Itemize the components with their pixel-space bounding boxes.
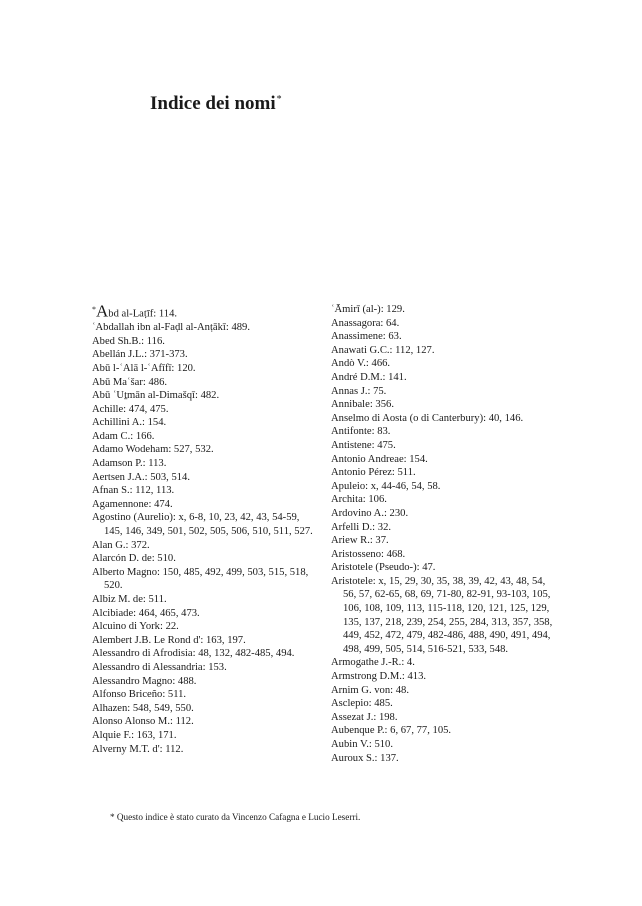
index-entry: Alcibiade: 464, 465, 473.	[92, 607, 200, 619]
index-entry: André D.M.: 141.	[331, 371, 407, 383]
index-entry: Aubin V.: 510.	[331, 739, 394, 750]
index-entry: Abū ʿUṯmān al-Dimašqī: 482.	[92, 390, 220, 402]
footnote: * Questo indice è stato curato da Vincenzo Cafagna e Lucio Leserri.	[110, 812, 361, 822]
index-entry: Alan G.: 372.	[92, 539, 150, 551]
footnote-mark: *	[92, 305, 96, 314]
index-entry: Aertsen J.A.: 503, 514.	[92, 471, 190, 483]
title-footnote-mark: *	[276, 93, 282, 105]
page-title	[150, 93, 282, 115]
index-column-right	[331, 303, 559, 765]
index-entry: Albiz M. de: 511.	[92, 594, 167, 605]
index-entry: Alquie F.: 163, 171.	[92, 729, 177, 741]
index-entry: Adamson P.: 113.	[92, 458, 167, 470]
drop-initial: A	[96, 301, 109, 321]
index-entry: Abū l-ʿAlā l-ʿAfīfī: 120.	[92, 362, 196, 374]
entry-text: bd al-Laṭīf: 114.	[108, 308, 178, 320]
index-entry: Alberto Magno: 150, 485, 492, 499, 503, 515, 518, 520.	[92, 566, 309, 592]
index-entry: Alfonso Briceño: 511.	[92, 689, 187, 701]
index-entry: Agamennone: 474.	[92, 498, 173, 510]
index-entry: Ariew R.: 37.	[331, 535, 389, 547]
index-entry: Assezat J.: 198.	[331, 711, 398, 723]
index-entry: Archita: 106.	[331, 494, 387, 506]
index-entry: Alcuino di York: 22.	[92, 621, 179, 633]
index-entry: Alverny M.T. d': 112.	[92, 743, 184, 755]
index-entry	[92, 303, 320, 321]
index-entry: Agostino (Aurelio): x, 6-8, 10, 23, 42, 43, 54-59, 145, 146, 349, 501, 502, 505, 506, 510, 511, 527.	[92, 512, 313, 538]
index-entry: Alhazen: 548, 549, 550.	[92, 702, 194, 714]
title-text: Indice dei nomi	[150, 93, 276, 114]
index-entry: Annas J.: 75.	[331, 385, 387, 397]
index-entry: Aristotele (Pseudo-): 47.	[331, 562, 436, 574]
index-entry: Abellán J.L.: 371-373.	[92, 349, 188, 361]
index-entry: Antonio Pérez: 511.	[331, 467, 416, 479]
index-entry: Arnim G. von: 48.	[331, 684, 409, 696]
index-entry: Armstrong D.M.: 413.	[331, 671, 427, 683]
index-column-left	[92, 303, 320, 756]
index-entry: Apuleio: x, 44-46, 54, 58.	[331, 480, 441, 492]
index-entry: Annibale: 356.	[331, 399, 394, 411]
index-entry: Ardovino A.: 230.	[331, 507, 409, 519]
index-entry: Abū Maʿšar: 486.	[92, 376, 168, 388]
index-entry: Adamo Wodeham: 527, 532.	[92, 444, 214, 456]
index-entry: Aristotele: x, 15, 29, 30, 35, 38, 39, 42, 43, 48, 54, 56, 57, 62-65, 68, 69, 71-80, 82-91, 93-103, 105, 106, 108, 109, 113, 115-118, 120, 121, 125, 129, 135, 137, 218, 239, 254, 255, 284, 313, 357, 358, 449, 452, 472, 479, 482-486, 488, 490, 491, 494, 498, 499, 505, 514, 516-521, 533, 548.	[331, 575, 553, 655]
index-entry: Achille: 474, 475.	[92, 403, 169, 415]
index-entry: ʿĀmirī (al-): 129.	[331, 304, 405, 315]
index-entry: Alessandro di Afrodisia: 48, 132, 482-485, 494.	[92, 648, 295, 660]
index-entry: Alessandro Magno: 488.	[92, 675, 197, 687]
index-entry: Anassimene: 63.	[331, 331, 402, 343]
index-entry: Afnan S.: 112, 113.	[92, 485, 175, 497]
index-entry: Adam C.: 166.	[92, 430, 155, 442]
index-entry: Andò V.: 466.	[331, 358, 391, 370]
index-entry: Alessandro di Alessandria: 153.	[92, 661, 227, 673]
index-entry: Aristosseno: 468.	[331, 548, 406, 560]
index-entry: Anselmo di Aosta (o di Canterbury): 40, 146.	[331, 412, 524, 424]
index-entry: Antonio Andreae: 154.	[331, 453, 428, 465]
index-entry: Anassagora: 64.	[331, 317, 400, 329]
index-entry: Alonso Alonso M.: 112.	[92, 716, 194, 728]
index-entry: Asclepio: 485.	[331, 698, 393, 710]
index-entry: Abed Sh.B.: 116.	[92, 335, 165, 347]
index-entry: Achillini A.: 154.	[92, 417, 167, 429]
index-entry: Armogathe J.-R.: 4.	[331, 657, 415, 669]
index-entry: Alembert J.B. Le Rond d': 163, 197.	[92, 634, 246, 646]
index-entry: Alarcón D. de: 510.	[92, 553, 176, 565]
index-entry: Antistene: 475.	[331, 439, 396, 451]
index-entry: Aubenque P.: 6, 67, 77, 105.	[331, 725, 452, 737]
index-entry: Arfelli D.: 32.	[331, 521, 392, 533]
index-entry: Anawati G.C.: 112, 127.	[331, 344, 435, 356]
index-entry: Antifonte: 83.	[331, 426, 391, 438]
index-entry: Auroux S.: 137.	[331, 752, 399, 764]
index-entry: ʿAbdallah ibn al-Faḍl al-Anṭākī: 489.	[92, 322, 250, 334]
